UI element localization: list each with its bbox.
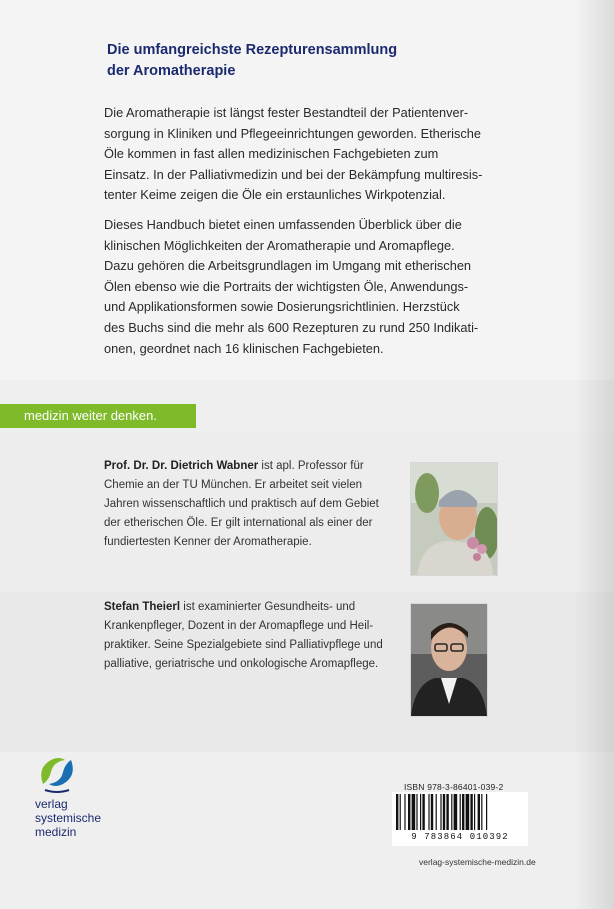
barcode-bar (404, 794, 405, 830)
text-line: sorgung in Kliniken und Pflegeeinrichtungen geworden. Etherische (104, 125, 482, 141)
text-line: Ölen ebenso wie die Portraits der wichtigsten Öle, Anwendungs- (104, 278, 469, 294)
barcode-bar (440, 794, 441, 830)
text-line: Die Aromatherapie ist längst fester Bestandteil der Patientenver- (104, 105, 469, 120)
publisher-logo-icon (35, 750, 79, 794)
barcode-bar (478, 794, 480, 830)
author2-bio (104, 598, 383, 674)
barcode-bar (466, 794, 470, 830)
barcode-bar (400, 794, 401, 830)
title-line: Die umfangreichste Rezepturensammlung (107, 42, 398, 58)
text-line: Einsatz. In der Palliativmedizin und bei der Bekämpfung multiresis- (104, 166, 483, 182)
text-line: tenter Keime zeigen die Öle ein erstaunliches Wirkpotenzial. (104, 187, 446, 203)
description-paragraph-1 (104, 103, 482, 206)
text-line: Dieses Handbuch bietet einen umfassenden Überblick über die (104, 217, 462, 232)
author2-name: Stefan Theierl (104, 601, 181, 613)
text-line: Dazu gehören die Arbeitsgrundlagen im Umgang mit etherischen (104, 258, 472, 274)
barcode-bar (460, 794, 461, 830)
cover-title (107, 40, 527, 82)
author1-name: Prof. Dr. Dr. Dietrich Wabner (104, 460, 259, 472)
description-paragraph-2 (104, 215, 478, 359)
barcode-bar (486, 794, 487, 830)
barcode-bar (454, 794, 458, 830)
publisher-line: systemische (35, 811, 102, 825)
bio-line: der etherischen Öle. Er gilt international als einer der (104, 517, 373, 529)
author1-photo (410, 462, 498, 576)
barcode-bar (396, 794, 398, 830)
bio-line: palliative, geriatrische und onkologische Aromapflege. (104, 658, 379, 670)
bio-text: ist examinierter Gesundheits- und (180, 601, 356, 613)
bio-line: fundiertesten Kenner der Aromatherapie. (104, 536, 312, 548)
bio-first-line (104, 457, 379, 476)
publisher-name (35, 797, 101, 839)
bio-line: Krankenpfleger, Dozent in der Aromapflege und Heil- (104, 620, 374, 632)
barcode-bar (428, 794, 429, 830)
bio-line: Chemie an der TU München. Er arbeitet seit vielen (104, 479, 363, 491)
author1-bio (104, 457, 379, 552)
barcode-bar (451, 794, 452, 830)
bio-first-line (104, 598, 383, 617)
text-line: und Applikationsformen sowie Dosierungsrichtlinien. Herzstück (104, 299, 460, 315)
barcode-bar (436, 794, 437, 830)
author1-portrait-image (411, 463, 497, 575)
barcode-bar (462, 794, 464, 830)
barcode-bar (443, 794, 445, 830)
publisher-line: medizin (35, 825, 77, 839)
text-line: Öle kommen in fast allen medizinischen Fachgebieten zum (104, 146, 439, 162)
barcode-bar (422, 794, 424, 830)
barcode-bar (412, 794, 416, 830)
text-line: onen, geordnet nach 16 klinischen Fachgebieten. (104, 340, 384, 356)
barcode-bar (474, 794, 475, 830)
bio-text: ist apl. Professor für (258, 460, 364, 472)
barcode-bar (470, 794, 472, 830)
barcode-bar (446, 794, 448, 830)
spine-shadow (574, 0, 614, 909)
isbn-label: ISBN 978-3-86401-039-2 (404, 782, 504, 792)
publisher-url: verlag-systemische-medizin.de (419, 857, 536, 867)
barcode-digits: 9 783864 010392 (394, 832, 526, 842)
barcode-bar (416, 794, 417, 830)
text-line: des Buchs sind die mehr als 600 Rezepturen zu rund 250 Indikati- (104, 319, 479, 335)
text-line: klinischen Möglichkeiten der Aromatherapie und Aromapflege. (104, 237, 455, 253)
author2-photo (410, 603, 488, 717)
title-line: der Aromatherapie (107, 63, 236, 79)
bio-line: Jahren wissenschaftlich und praktisch auf dem Gebiet (104, 498, 379, 510)
publisher-line: verlag (35, 797, 68, 811)
barcode-bar (481, 794, 482, 830)
barcode-bar (420, 794, 421, 830)
tagline-banner: medizin weiter denken. (0, 404, 196, 428)
barcode-bars (392, 792, 528, 832)
barcode-bar (408, 794, 410, 830)
bio-line: praktiker. Seine Spezialgebiete sind Palliativpflege und (104, 639, 383, 651)
barcode-bar (431, 794, 433, 830)
author2-portrait-image (411, 604, 487, 716)
